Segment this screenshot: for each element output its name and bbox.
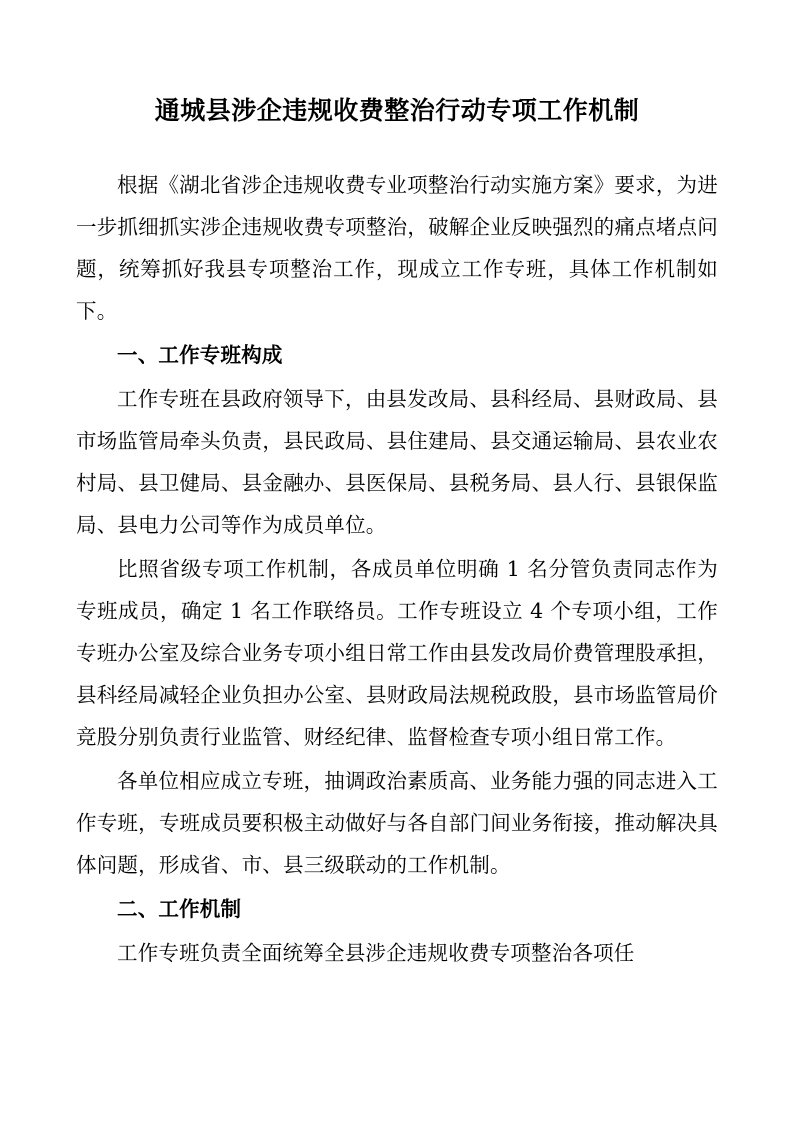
paragraph-team-composition: 工作专班在县政府领导下，由县发改局、县科经局、县财政局、县市场监管局牵头负责，县民政局、县住建局、县交通运输局、县农业农村局、县卫健局、县金融办、县医保局、县税务局、县人行、县银保监局、县电力公司等作为成员单位。	[76, 386, 718, 537]
paragraph-work-mechanism: 工作专班负责全面统筹全县涉企违规收费专项整治各项任	[117, 940, 635, 965]
section-heading-1: 一、工作专班构成	[117, 342, 283, 367]
paragraph-unit-teams: 各单位相应成立专班，抽调政治素质高、业务能力强的同志进入工作专班，专班成员要积极主动做好与各自部门间业务衔接，推动解决具体问题，形成省、市、县三级联动的工作机制。	[76, 768, 718, 877]
paragraph-intro: 根据《湖北省涉企违规收费专业项整治行动实施方案》要求，为进一步抓细抓实涉企违规收费专项整治，破解企业反映强烈的痛点堵点问题，统筹抓好我县专项整治工作，现成立工作专班，具体工作机制如下。	[76, 172, 718, 323]
page-title: 通城县涉企违规收费整治行动专项工作机制	[154, 96, 640, 125]
paragraph-team-groups: 比照省级专项工作机制，各成员单位明确 1 名分管负责同志作为专班成员，确定 1 名工作联络员。工作专班设立 4 个专项小组，工作专班办公室及综合业务专项小组日常工作由县发改局价费管理股承担，县科经局减轻企业负担办公室、县财政局法规税政股，县市场监管局价竞股分别负责行业监管、财经纪律、监督检查专项小组日常工作。	[76, 556, 718, 749]
section-heading-2: 二、工作机制	[117, 896, 242, 921]
document-body	[76, 164, 718, 974]
